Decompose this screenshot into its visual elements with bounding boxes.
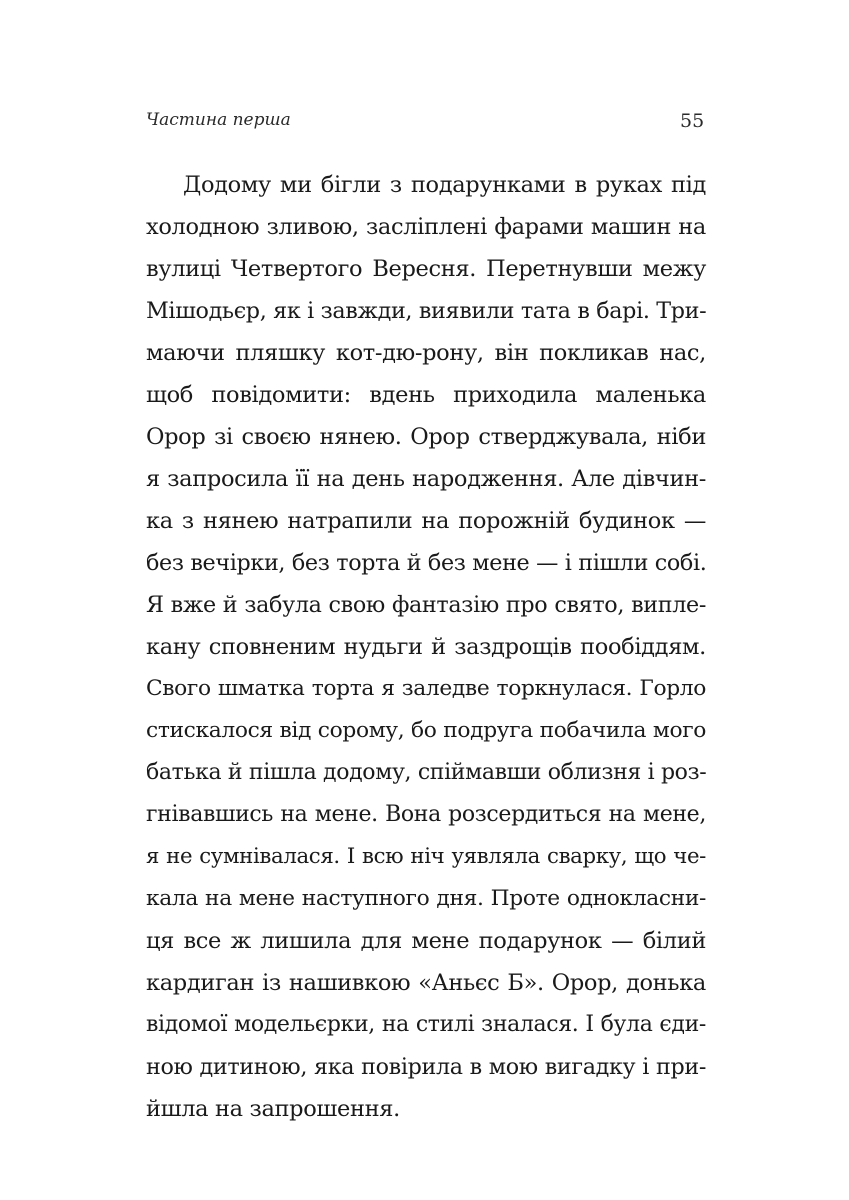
text-line: йшла на запрошення. [146, 1096, 400, 1122]
text-line: ною дитиною, яка повірила в мою вигадку і при- [146, 1054, 706, 1080]
text-line: кардиган із нашивкою «Аньєс Б». Орор, донька [146, 970, 706, 996]
text-line: я не сумнівалася. І всю ніч уявляла сварку, що че- [146, 844, 706, 869]
text-line: маючи пляшку кот-дю-рону, він покликав нас, [146, 340, 706, 366]
text-line: ця все ж лишила для мене подарунок — білий [146, 928, 706, 954]
text-line: щоб повідомити: вдень приходила маленька [146, 382, 706, 408]
body-paragraph [146, 164, 706, 1130]
text-line: вулиці Четвертого Вересня. Перетнувши межу [146, 256, 706, 282]
text-line: без вечірки, без торта й без мене — і пішли собі. [146, 550, 707, 576]
text-line: кану сповненим нудьги й заздрощів пообіддям. [146, 634, 706, 660]
text-line: Свого шматка торта я заледве торкнулася. Горло [146, 676, 706, 701]
text-line: стискалося від сорому, бо подруга побачила мого [146, 718, 706, 743]
text-line: Мішодьєр, як і завжди, виявили тата в барі. Три- [146, 298, 707, 324]
text-line: ка з нянею натрапили на порожній будинок — [146, 508, 706, 534]
text-line: відомої модельєрки, на стилі зналася. І була єди- [146, 1012, 706, 1037]
text-line: Орор зі своєю нянею. Орор стверджувала, ніби [146, 424, 706, 450]
text-line: я запросила її на день народження. Але дівчин- [146, 466, 706, 492]
text-line: батька й пішла додому, спіймавши облизня і роз- [146, 760, 707, 785]
text-line: гнівавшись на мене. Вона розсердиться на мене, [146, 802, 706, 827]
text-line: Я вже й забула свою фантазію про свято, випле- [146, 592, 706, 618]
text-line: Додому ми бігли з подарунками в руках під [183, 172, 706, 198]
text-line: кала на мене наступного дня. Проте однокласни- [146, 886, 706, 911]
running-head: Частина перша [146, 110, 291, 130]
page-number: 55 [680, 110, 705, 132]
text-line: холодною зливою, засліплені фарами машин на [146, 214, 706, 240]
